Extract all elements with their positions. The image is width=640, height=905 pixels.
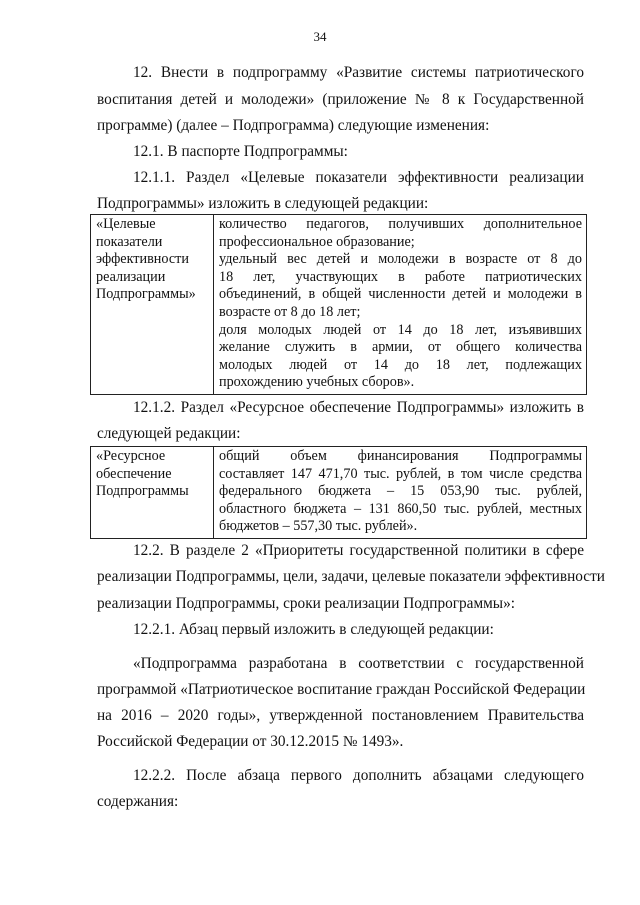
paragraph-line: реализации Подпрограммы, сроки реализации Подпрограммы»: — [97, 595, 515, 612]
table-value-line: объединений, в общей численности детей и молодежи в — [219, 286, 582, 303]
paragraph-line: 12. Внести в подпрограмму «Развитие системы патриотического — [133, 64, 584, 81]
table-label-line: обеспечение — [96, 465, 172, 482]
table-value-line: федерального бюджета – 15 053,90 тыс. рублей, — [219, 483, 582, 500]
paragraph-line: содержания: — [97, 793, 179, 810]
table-label-cell — [91, 447, 214, 539]
paragraph-line: Российской Федерации от 30.12.2015 № 1493». — [97, 733, 404, 750]
table-label-line: реализации — [96, 268, 166, 285]
paragraph-line: 12.2.1. Абзац первый изложить в следующей редакции: — [133, 621, 494, 638]
table-value-line: количество педагогов, получивших дополнительное — [219, 216, 582, 232]
table-value-line: общий объем финансирования Подпрограммы — [219, 448, 582, 464]
table-label-cell — [91, 215, 214, 395]
table-value-line: доля молодых людей от 14 до 18 лет, изъявивших — [219, 321, 582, 338]
page-number: 34 — [313, 29, 327, 44]
table-row — [91, 215, 587, 395]
table-value-cell — [214, 447, 587, 539]
paragraph-line: реализации Подпрограммы, цели, задачи, целевые показатели эффективности — [97, 568, 605, 585]
paragraph-line: на 2016 – 2020 годы», утвержденной постановлением Правительства — [97, 707, 584, 724]
table-row — [91, 447, 587, 539]
paragraph-line: 12.1.1. Раздел «Целевые показатели эффективности реализации — [133, 169, 584, 186]
table-label-line: Подпрограммы» — [96, 286, 196, 303]
paragraph-line: 12.2. В разделе 2 «Приоритеты государственной политики в сфере — [133, 542, 584, 559]
paragraph-line: следующей редакции: — [97, 425, 241, 442]
table-label-line: показатели — [96, 233, 163, 250]
table-value-line: возрасте от 8 до 18 лет; — [219, 303, 361, 320]
table-value-line: бюджетов – 557,30 тыс. рублей». — [219, 518, 418, 535]
table-label-line: эффективности — [96, 251, 189, 268]
table-label-line: «Ресурсное — [96, 448, 166, 464]
table-value-cell — [214, 215, 587, 395]
paragraph-line: 12.1. В паспорте Подпрограммы: — [133, 143, 348, 160]
table-value-line: желание служить в армии, от общего количества — [219, 339, 582, 356]
paragraph-line: 12.2.2. После абзаца первого дополнить абзацами следующего — [133, 767, 584, 784]
table-value-line: удельный вес детей и молодежи в возрасте от 8 до — [219, 251, 582, 268]
table-value-line: прохождению учебных сборов». — [219, 374, 415, 391]
paragraph-line: Подпрограммы» изложить в следующей редакции: — [97, 195, 429, 212]
table-value-line: молодых людей от 14 до 18 лет, подлежащих — [219, 356, 582, 373]
paragraph-line: программой «Патриотическое воспитание граждан Российской Федерации — [97, 681, 586, 698]
table-value-line: областного бюджета – 131 860,50 тыс. рублей, местных — [219, 500, 582, 517]
paragraph-line: «Подпрограмма разработана в соответствии с государственной — [133, 655, 584, 672]
table-value-line: составляет 147 471,70 тыс. рублей, в том числе средства — [219, 465, 582, 482]
table-value-line: профессиональное образование; — [219, 233, 415, 250]
paragraph-line: воспитания детей и молодежи» (приложение № 8 к Государственной — [97, 91, 584, 108]
table-label-line: «Целевые — [96, 216, 156, 232]
table-value-line: 18 лет, участвующих в работе патриотических — [219, 268, 582, 285]
paragraph-line: 12.1.2. Раздел «Ресурсное обеспечение Подпрограммы» изложить в — [133, 399, 584, 416]
resource-provision-table — [90, 446, 587, 539]
table-label-line: Подпрограммы — [96, 483, 189, 500]
paragraph-line: программе) (далее – Подпрограмма) следующие изменения: — [97, 117, 490, 134]
efficiency-indicators-table — [90, 214, 587, 395]
